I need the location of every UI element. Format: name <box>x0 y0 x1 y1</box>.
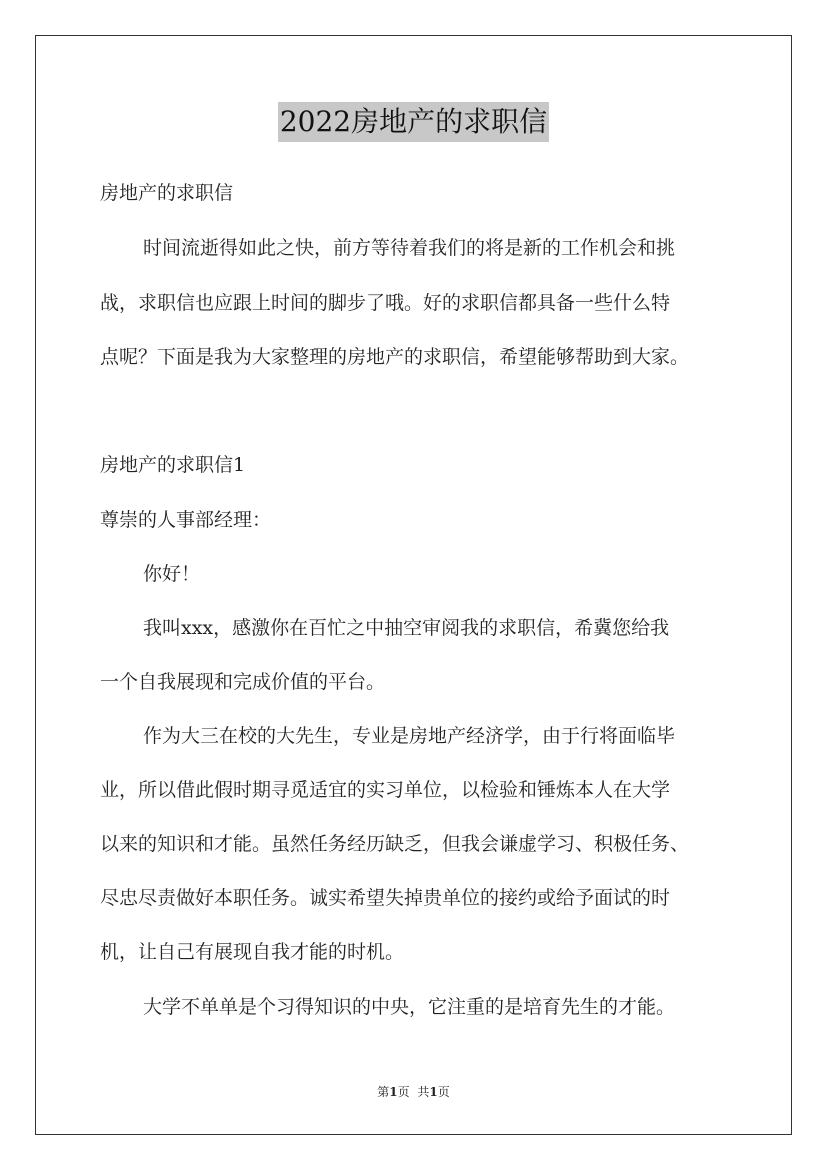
paragraph-line: 战，求职信也应跟上时间的脚步了哦。好的求职信都具备一些什么特 <box>100 292 671 314</box>
paragraph-line: 我叫xxx，感激你在百忙之中抽空审阅我的求职信，希冀您给我 <box>143 617 670 639</box>
page-suffix: 页 <box>397 1085 410 1099</box>
paragraph-line: 尽忠尽责做好本职任务。诚实希望失掉贵单位的接约或给予面试的时 <box>100 887 671 909</box>
paragraph-line: 以来的知识和才能。虽然任务经历缺乏，但我会谦虚学习、积极任务、 <box>100 833 690 855</box>
paragraph-line: 业，所以借此假时期寻觅适宜的实习单位，以检验和锤炼本人在大学 <box>100 779 671 801</box>
total-suffix: 页 <box>437 1085 450 1099</box>
greeting: 你好！ <box>143 563 201 585</box>
total-pages: 1 <box>429 1085 438 1099</box>
total-prefix: 共 <box>417 1085 430 1099</box>
paragraph-line: 大学不单单是个习得知识的中央，它注重的是培育先生的才能。 <box>143 996 676 1018</box>
paragraph-line: 作为大三在校的大先生，专业是房地产经济学，由于行将面临毕 <box>143 725 676 747</box>
paragraph-line: 一个自我展现和完成价值的平台。 <box>100 671 386 693</box>
page-prefix: 第 <box>377 1085 390 1099</box>
page-number: 1 <box>389 1085 398 1099</box>
salutation: 尊崇的人事部经理： <box>100 509 272 531</box>
paragraph-line: 时间流逝得如此之快，前方等待着我们的将是新的工作机会和挑 <box>143 237 676 259</box>
paragraph-line: 点呢？下面是我为大家整理的房地产的求职信，希望能够帮助到大家。 <box>100 346 690 368</box>
document-title: 2022房地产的求职信 <box>278 102 549 142</box>
section-heading: 房地产的求职信 <box>100 182 234 204</box>
page-footer <box>0 1084 827 1100</box>
paragraph-line: 机，让自己有展现自我才能的时机。 <box>100 941 405 963</box>
title-container <box>0 102 827 142</box>
section-heading: 房地产的求职信1 <box>100 454 246 476</box>
